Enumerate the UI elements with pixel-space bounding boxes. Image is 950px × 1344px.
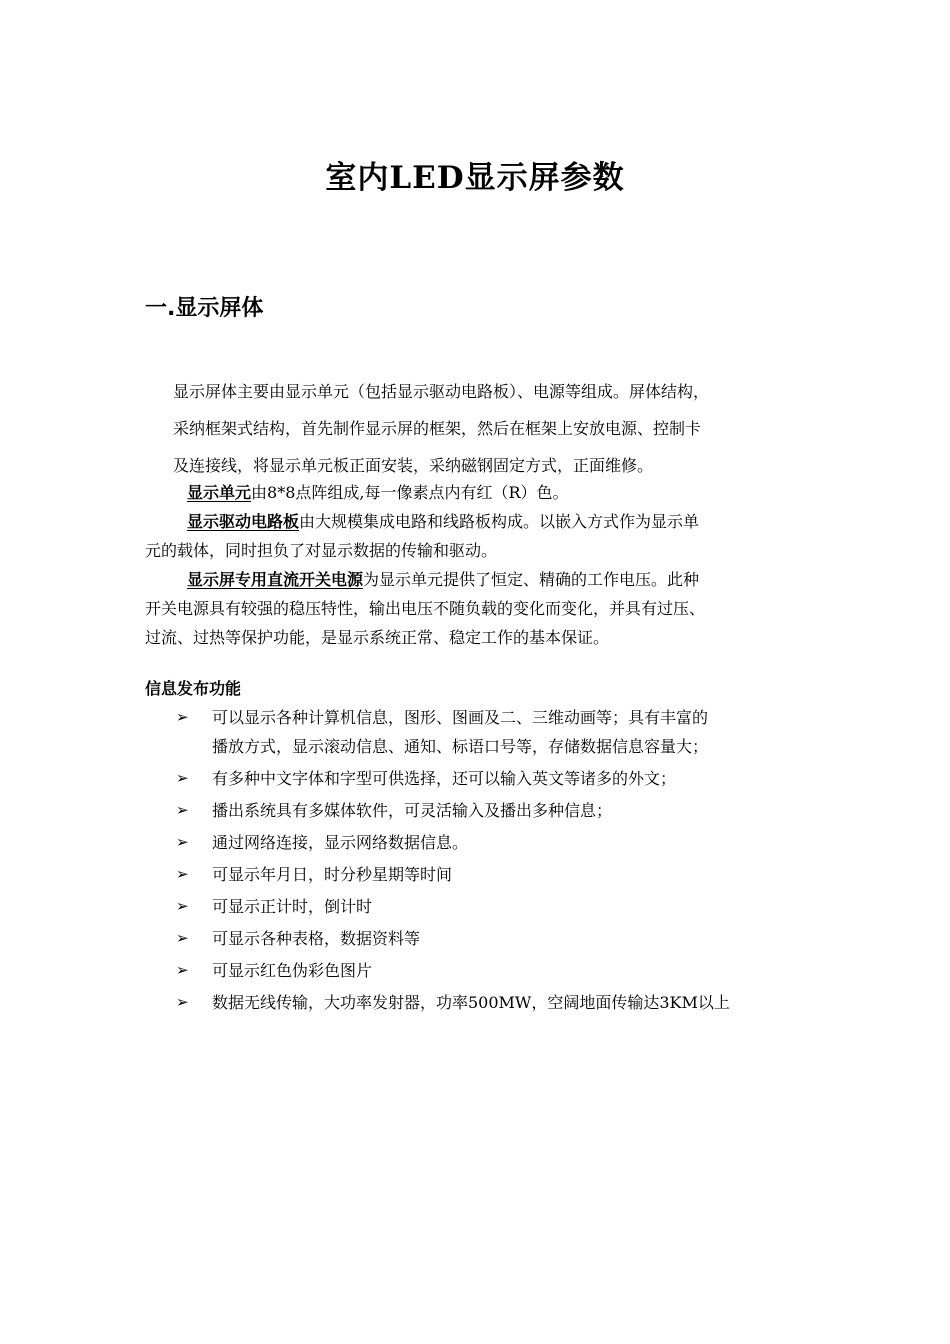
intro-line: 采纳框架式结构，首先制作显示屏的框架，然后在框架上安放电源、控制卡 [173, 419, 702, 438]
arrow-bullet-icon: ➢ [176, 833, 189, 851]
driver-board-text: 由大规模集成电路和线路板构成。以嵌入方式作为显示单 [299, 512, 700, 531]
list-item [176, 988, 836, 1017]
list-item-text: 通过网络连接，显示网络数据信息。 [212, 833, 469, 852]
arrow-bullet-icon: ➢ [176, 801, 189, 819]
list-item-text: 可显示各种表格，数据资料等 [212, 929, 421, 948]
section-heading: 一.显示屏体 [145, 296, 264, 321]
list-item [176, 860, 836, 889]
power-supply-paragraph [145, 565, 835, 652]
features-list [176, 703, 836, 1020]
arrow-bullet-icon: ➢ [176, 708, 189, 726]
list-item-text: 播放方式，显示滚动信息、通知、标语口号等，存储数据信息容量大； [212, 737, 709, 756]
list-item-text: 可以显示各种计算机信息，图形、图画及二、三维动画等；具有丰富的 [212, 708, 709, 727]
power-supply-continuation: 过流、过热等保护功能，是显示系统正常、稳定工作的基本保证。 [145, 628, 610, 647]
driver-board-paragraph [145, 507, 835, 565]
arrow-bullet-icon: ➢ [176, 929, 189, 947]
intro-paragraph [173, 373, 843, 484]
driver-board-term: 显示驱动电路板 [187, 512, 300, 531]
display-unit-paragraph [145, 478, 835, 507]
list-item [176, 764, 836, 793]
features-heading: 信息发布功能 [145, 679, 242, 698]
power-supply-continuation: 开关电源具有较强的稳压特性，输出电压不随负载的变化而变化，并具有过压、 [145, 599, 706, 618]
power-supply-text: 为显示单元提供了恒定、精确的工作电压。此种 [363, 570, 700, 589]
list-item-text: 播出系统具有多媒体软件，可灵活输入及播出多种信息； [212, 801, 613, 820]
arrow-bullet-icon: ➢ [176, 769, 189, 787]
arrow-bullet-icon: ➢ [176, 865, 189, 883]
arrow-bullet-icon: ➢ [176, 897, 189, 915]
list-item [176, 892, 836, 921]
list-item [176, 796, 836, 825]
power-supply-term: 显示屏专用直流开关电源 [187, 570, 364, 589]
list-item-text: 数据无线传输，大功率发射器，功率500MW，空阔地面传输达3KM以上 [212, 993, 730, 1012]
list-item [176, 956, 836, 985]
display-unit-text: 由8*8点阵组成,每一像素点内有红（R）色。 [251, 483, 569, 502]
document-title: 室内LED显示屏参数 [325, 160, 625, 196]
list-item [176, 703, 836, 761]
list-item [176, 924, 836, 953]
intro-line: 及连接线，将显示单元板正面安装，采纳磁钢固定方式，正面维修。 [173, 456, 654, 475]
list-item-text: 可显示年月日，时分秒星期等时间 [212, 865, 453, 884]
list-item-text: 可显示正计时，倒计时 [212, 897, 373, 916]
list-item [176, 828, 836, 857]
display-unit-term: 显示单元 [187, 483, 252, 502]
arrow-bullet-icon: ➢ [176, 993, 189, 1011]
driver-board-continuation: 元的载体，同时担负了对显示数据的传输和驱动。 [145, 541, 498, 560]
list-item-text: 有多种中文字体和字型可供选择，还可以输入英文等诸多的外文； [212, 769, 677, 788]
intro-line: 显示屏体主要由显示单元（包括显示驱动电路板）、电源等组成。屏体结构， [173, 382, 710, 401]
arrow-bullet-icon: ➢ [176, 961, 189, 979]
list-item-text: 可显示红色伪彩色图片 [212, 961, 373, 980]
